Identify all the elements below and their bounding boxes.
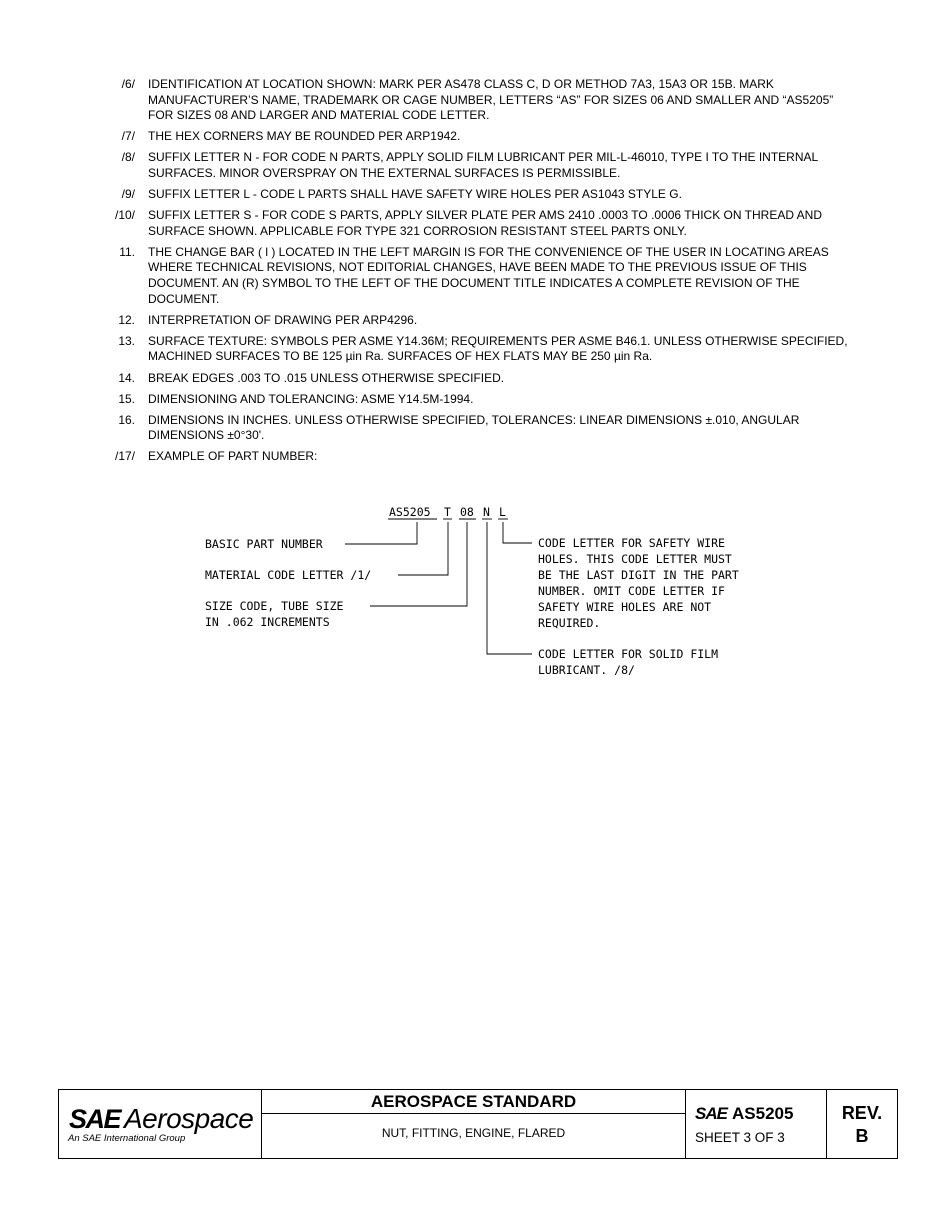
label-lube-2: LUBRICANT. /8/ — [538, 663, 635, 677]
leader-material — [398, 522, 448, 575]
revision-cell — [827, 1090, 897, 1158]
leader-wire — [503, 522, 532, 543]
document-id-cell — [686, 1090, 827, 1158]
leader-basic — [345, 522, 417, 544]
note-item — [110, 334, 850, 365]
title-block — [58, 1089, 898, 1159]
part-material-code: T — [444, 505, 451, 519]
note-item — [110, 77, 850, 124]
note-item — [110, 150, 850, 181]
sae-logo-tagline: An SAE International Group — [68, 1133, 186, 1144]
label-wire-6: REQUIRED. — [538, 616, 601, 630]
label-material-code: MATERIAL CODE LETTER /1/ — [205, 568, 372, 582]
label-wire-1: CODE LETTER FOR SAFETY WIRE — [538, 536, 725, 550]
note-item — [110, 413, 850, 444]
label-size-code-2: IN .062 INCREMENTS — [205, 615, 330, 629]
note-text: INTERPRETATION OF DRAWING PER ARP4296. — [148, 312, 418, 327]
note-text: SUFFIX LETTER N - FOR CODE N PARTS, APPLY SOLID FILM LUBRICANT PER MIL-L-46010, TYPE I TO THE INTERNAL SURFACES. MINOR OVERSPRAY ON THE EXTERNAL SURFACES IS PERMISSIBLE. — [148, 150, 818, 180]
note-number: 13. — [118, 333, 135, 348]
label-wire-4: NUMBER. OMIT CODE LETTER IF — [538, 584, 725, 598]
note-item — [110, 392, 850, 408]
note-text: THE HEX CORNERS MAY BE ROUNDED PER ARP1942. — [148, 129, 461, 144]
label-size-code: SIZE CODE, TUBE SIZE — [205, 599, 344, 613]
label-wire-2: HOLES. THIS CODE LETTER MUST — [538, 552, 732, 566]
document-number: AS5205 — [732, 1104, 794, 1123]
note-number: /6/ — [121, 77, 135, 91]
note-number: 14. — [118, 370, 135, 385]
revision-value: B — [855, 1126, 869, 1146]
note-number: /7/ — [121, 129, 135, 144]
standard-heading: AEROSPACE STANDARD — [262, 1090, 685, 1114]
part-lube-code: N — [483, 505, 490, 519]
note-number: 16. — [118, 412, 135, 427]
note-text: SUFFIX LETTER S - FOR CODE S PARTS, APPLY SILVER PLATE PER AMS 2410 .0003 TO .0006 THICK ON THREAD AND SURFACE SHOWN. APPLICABLE FOR TYPE 321 CORROSION RESISTANT STEEL PARTS ONLY. — [148, 208, 823, 238]
label-lube-1: CODE LETTER FOR SOLID FILM — [538, 647, 719, 661]
note-text: EXAMPLE OF PART NUMBER: — [148, 449, 318, 464]
note-number: /9/ — [121, 187, 135, 202]
note-item — [110, 187, 850, 203]
note-text: SUFFIX LETTER L - CODE L PARTS SHALL HAVE SAFETY WIRE HOLES PER AS1043 STYLE G. — [148, 187, 682, 202]
leader-size — [370, 522, 467, 606]
leader-lube — [487, 522, 532, 654]
note-item — [110, 371, 850, 387]
document-title: NUT, FITTING, ENGINE, FLARED — [381, 1126, 566, 1140]
revision-label: REV. — [841, 1103, 883, 1123]
sae-small-logo: SAE — [695, 1104, 727, 1123]
note-number: /17/ — [114, 449, 135, 464]
sheet-number: SHEET 3 OF 3 — [695, 1130, 785, 1145]
part-base-code: AS5205 — [389, 505, 431, 519]
label-wire-5: SAFETY WIRE HOLES ARE NOT — [538, 600, 712, 614]
note-item — [110, 449, 850, 465]
note-number: /10/ — [114, 208, 135, 223]
note-item — [110, 313, 850, 329]
label-wire-3: BE THE LAST DIGIT IN THE PART — [538, 568, 739, 582]
note-text: DIMENSIONS IN INCHES. UNLESS OTHERWISE SPECIFIED, TOLERANCES: LINEAR DIMENSIONS ±.010, ANGULAR DIMENSIONS ±0°30'. — [148, 412, 800, 443]
note-text: SURFACE TEXTURE: SYMBOLS PER ASME Y14.36M; REQUIREMENTS PER ASME B46.1. UNLESS OTHERWISE SPECIFIED, MACHINED SURFACES TO BE 125 µin Ra. SURFACES OF HEX FLATS MAY BE 250 µin Ra. — [148, 333, 848, 364]
note-item — [110, 208, 850, 239]
note-text: THE CHANGE BAR ( l ) LOCATED IN THE LEFT MARGIN IS FOR THE CONVENIENCE OF THE USER IN LOCATING AREAS WHERE TECHNICAL REVISIONS, NOT EDITORIAL CHANGES, HAVE BEEN MADE TO THE PREVIOUS ISSUE OF THIS DOCUMENT. AN (R) SYMBOL TO THE LEFT OF THE DOCUMENT TITLE INDICATES A COMPLETE REVISION OF THE DOCUMENT. — [148, 244, 829, 306]
label-basic-part: BASIC PART NUMBER — [205, 537, 323, 551]
note-item — [110, 245, 850, 307]
sae-logo-word: Aerospace — [124, 1103, 254, 1134]
sae-aerospace-logo — [59, 1090, 262, 1158]
note-item — [110, 129, 850, 145]
title-cell — [262, 1090, 686, 1158]
notes-list — [110, 77, 850, 470]
note-number: 11. — [119, 244, 135, 259]
note-number: /8/ — [121, 150, 135, 165]
note-number: 12. — [118, 312, 135, 327]
note-text: BREAK EDGES .003 TO .015 UNLESS OTHERWISE SPECIFIED. — [148, 370, 505, 385]
note-text: IDENTIFICATION AT LOCATION SHOWN: MARK PER AS478 CLASS C, D OR METHOD 7A3, 15A3 OR 15B. MARK MANUFACTURER’S NAME, TRADEMARK OR CAGE NUMBER, LETTERS “AS” FOR SIZES 06 AND SMALLER AND “AS5205” FOR SIZES 08 AND LARGER AND MATERIAL CODE LETTER. — [148, 77, 834, 123]
part-number-diagram — [0, 495, 950, 695]
note-text: DIMENSIONING AND TOLERANCING: ASME Y14.5M-1994. — [148, 391, 474, 406]
sae-logo-mark: SAE — [69, 1104, 121, 1134]
part-size-code: 08 — [460, 505, 474, 519]
note-number: 15. — [118, 391, 135, 406]
part-wire-code: L — [499, 505, 506, 519]
